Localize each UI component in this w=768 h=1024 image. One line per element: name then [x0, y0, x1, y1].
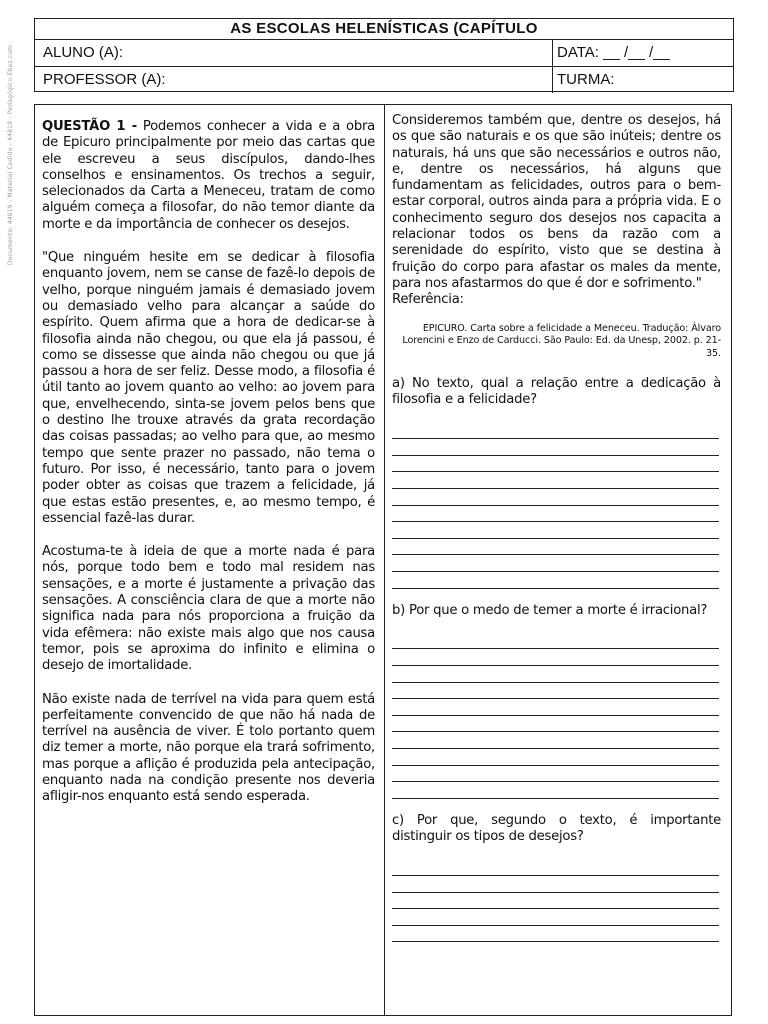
- date-field[interactable]: DATA: __ /__ /__: [557, 44, 670, 61]
- answer-line[interactable]: [392, 749, 719, 766]
- header-row-teacher: [35, 67, 733, 93]
- answer-lines-b[interactable]: [392, 633, 721, 799]
- answer-line[interactable]: [392, 522, 719, 539]
- question-a: a) No texto, qual a relação entre a dedicação à filosofia e a felicidade?: [392, 376, 721, 408]
- answer-line[interactable]: [392, 572, 719, 589]
- answer-line[interactable]: [392, 859, 719, 876]
- answer-line[interactable]: [392, 633, 719, 650]
- answer-line[interactable]: [392, 489, 719, 506]
- teacher-field[interactable]: PROFESSOR (A):: [35, 67, 553, 93]
- answer-line[interactable]: [392, 456, 719, 473]
- question-b: b) Por que o medo de temer a morte é irracional?: [392, 602, 708, 618]
- answer-line[interactable]: [392, 555, 719, 572]
- reference-label: Referência:: [392, 292, 464, 308]
- answer-line[interactable]: [392, 506, 719, 523]
- student-field[interactable]: ALUNO (A):: [35, 40, 553, 66]
- citation: EPICURO. Carta sobre a felicidade a Meneceu. Tradução: Álvaro Lorencini e Enzo de Carducci. São Paulo: Ed. da Unesp, 2002. p. 21-35.: [402, 322, 721, 359]
- answer-line[interactable]: [392, 766, 719, 783]
- answer-line[interactable]: [392, 782, 719, 799]
- answer-line[interactable]: [392, 423, 719, 440]
- text-paragraph: "Que ninguém hesite em se dedicar à filosofia enquanto jovem, nem se canse de fazê-lo depois de velho, porque ninguém jamais é demasiado jovem ou demasiado velho para alcançar a saúde do espírito. Quem afirma que a hora de dedicar-se à filosofia ainda não chegou, ou que ela já passou, é como se dissesse que ainda não chegou ou que já passou a hora de ser feliz. Desse modo, a filosofia é útil tanto ao jovem quanto ao velho: ao jovem para que, envelhecendo, sinta-se jovem pelos bens que o destino lhe trouxe através da grata recordação das coisas passadas; ao velho para que, ao mesmo tempo que sente prazer no passado, não tema o futuro. Por isso, é necessário, tanto para o jovem poder obter as coisas que trazem a felicidade, já que estas estão presentes, e, ao mesmo tempo, é essencial fazê-las durar.: [42, 250, 375, 526]
- answer-line[interactable]: [392, 699, 719, 716]
- left-column: [35, 105, 385, 1015]
- right-column: [385, 105, 731, 1015]
- worksheet-title: AS ESCOLAS HELENÍSTICAS (CAPÍTULO: [35, 19, 733, 40]
- question-intro: [42, 119, 375, 233]
- text-paragraph: Acostuma-te à ideia de que a morte nada é para nós, porque todo bem e todo mal residem nas sensações, e a morte é justamente a privação das sensações. A consciência clara de que a morte não significa nada para nós proporciona a fruição da vida efêmera: não existe mais algo que nos causa temor, pois se aproxima do infinito e elimina o desejo de imortalidade.: [42, 544, 375, 674]
- answer-line[interactable]: [392, 732, 719, 749]
- intro-text: Podemos conhecer a vida e a obra de Epicuro principalmente por meio das cartas que ele escreveu a seus discípulos, dando-lhes conselhos e ensinamentos. Os trechos a seguir, selecionados da Carta a Meneceu, tratam de como alguém começa a filosofar, do não temor diante da morte e da importância de conhecer os desejos.: [42, 119, 375, 232]
- answer-line[interactable]: [392, 439, 719, 456]
- text-paragraph: Não existe nada de terrível na vida para quem está perfeitamente convencido de que não há nada de terrível na ausência de viver. É tolo portanto quem diz temer a morte, não porque ela trará sofrimento, mas porque a aflição é produzida pela antecipação, enquanto nada na condição presente nos deveria afligir-nos enquanto está sendo esperada.: [42, 691, 375, 805]
- answer-lines-c[interactable]: [392, 859, 721, 942]
- answer-line[interactable]: [392, 716, 719, 733]
- class-field[interactable]: TURMA:: [557, 71, 615, 88]
- answer-line[interactable]: [392, 893, 719, 910]
- header-row-student: [35, 40, 733, 67]
- answer-lines-a[interactable]: [392, 423, 721, 589]
- side-watermark: Documento: 44819 - Material Cedido - 44819 - Pedagógico Ebaz.com: [7, 44, 14, 266]
- content-frame: [34, 104, 732, 1016]
- answer-line[interactable]: [392, 909, 719, 926]
- answer-line[interactable]: [392, 683, 719, 700]
- answer-line[interactable]: [392, 926, 719, 943]
- worksheet-header: [34, 18, 734, 92]
- answer-line[interactable]: [392, 649, 719, 666]
- answer-line[interactable]: [392, 539, 719, 556]
- text-paragraph: Consideremos também que, dentre os desejos, há os que são naturais e os que são inúteis; dentre os naturais, há uns que são necessários e outros não, e, dentre os necessários, há alguns que fundamentam as felicidades, outros para o bem-estar corporal, outros ainda para a própria vida. E o conhecimento seguro dos desejos nos capacita a relacionar todos os bens da razão com a serenidade do espírito, visto que se destina à fruição do corpo para afastar os males da mente, para nos afastarmos do que é dor e sofrimento.": [392, 113, 721, 291]
- answer-line[interactable]: [392, 876, 719, 893]
- question-label: QUESTÃO 1 -: [42, 119, 137, 134]
- question-c: c) Por que, segundo o texto, é importante distinguir os tipos de desejos?: [392, 812, 721, 845]
- answer-line[interactable]: [392, 666, 719, 683]
- answer-line[interactable]: [392, 472, 719, 489]
